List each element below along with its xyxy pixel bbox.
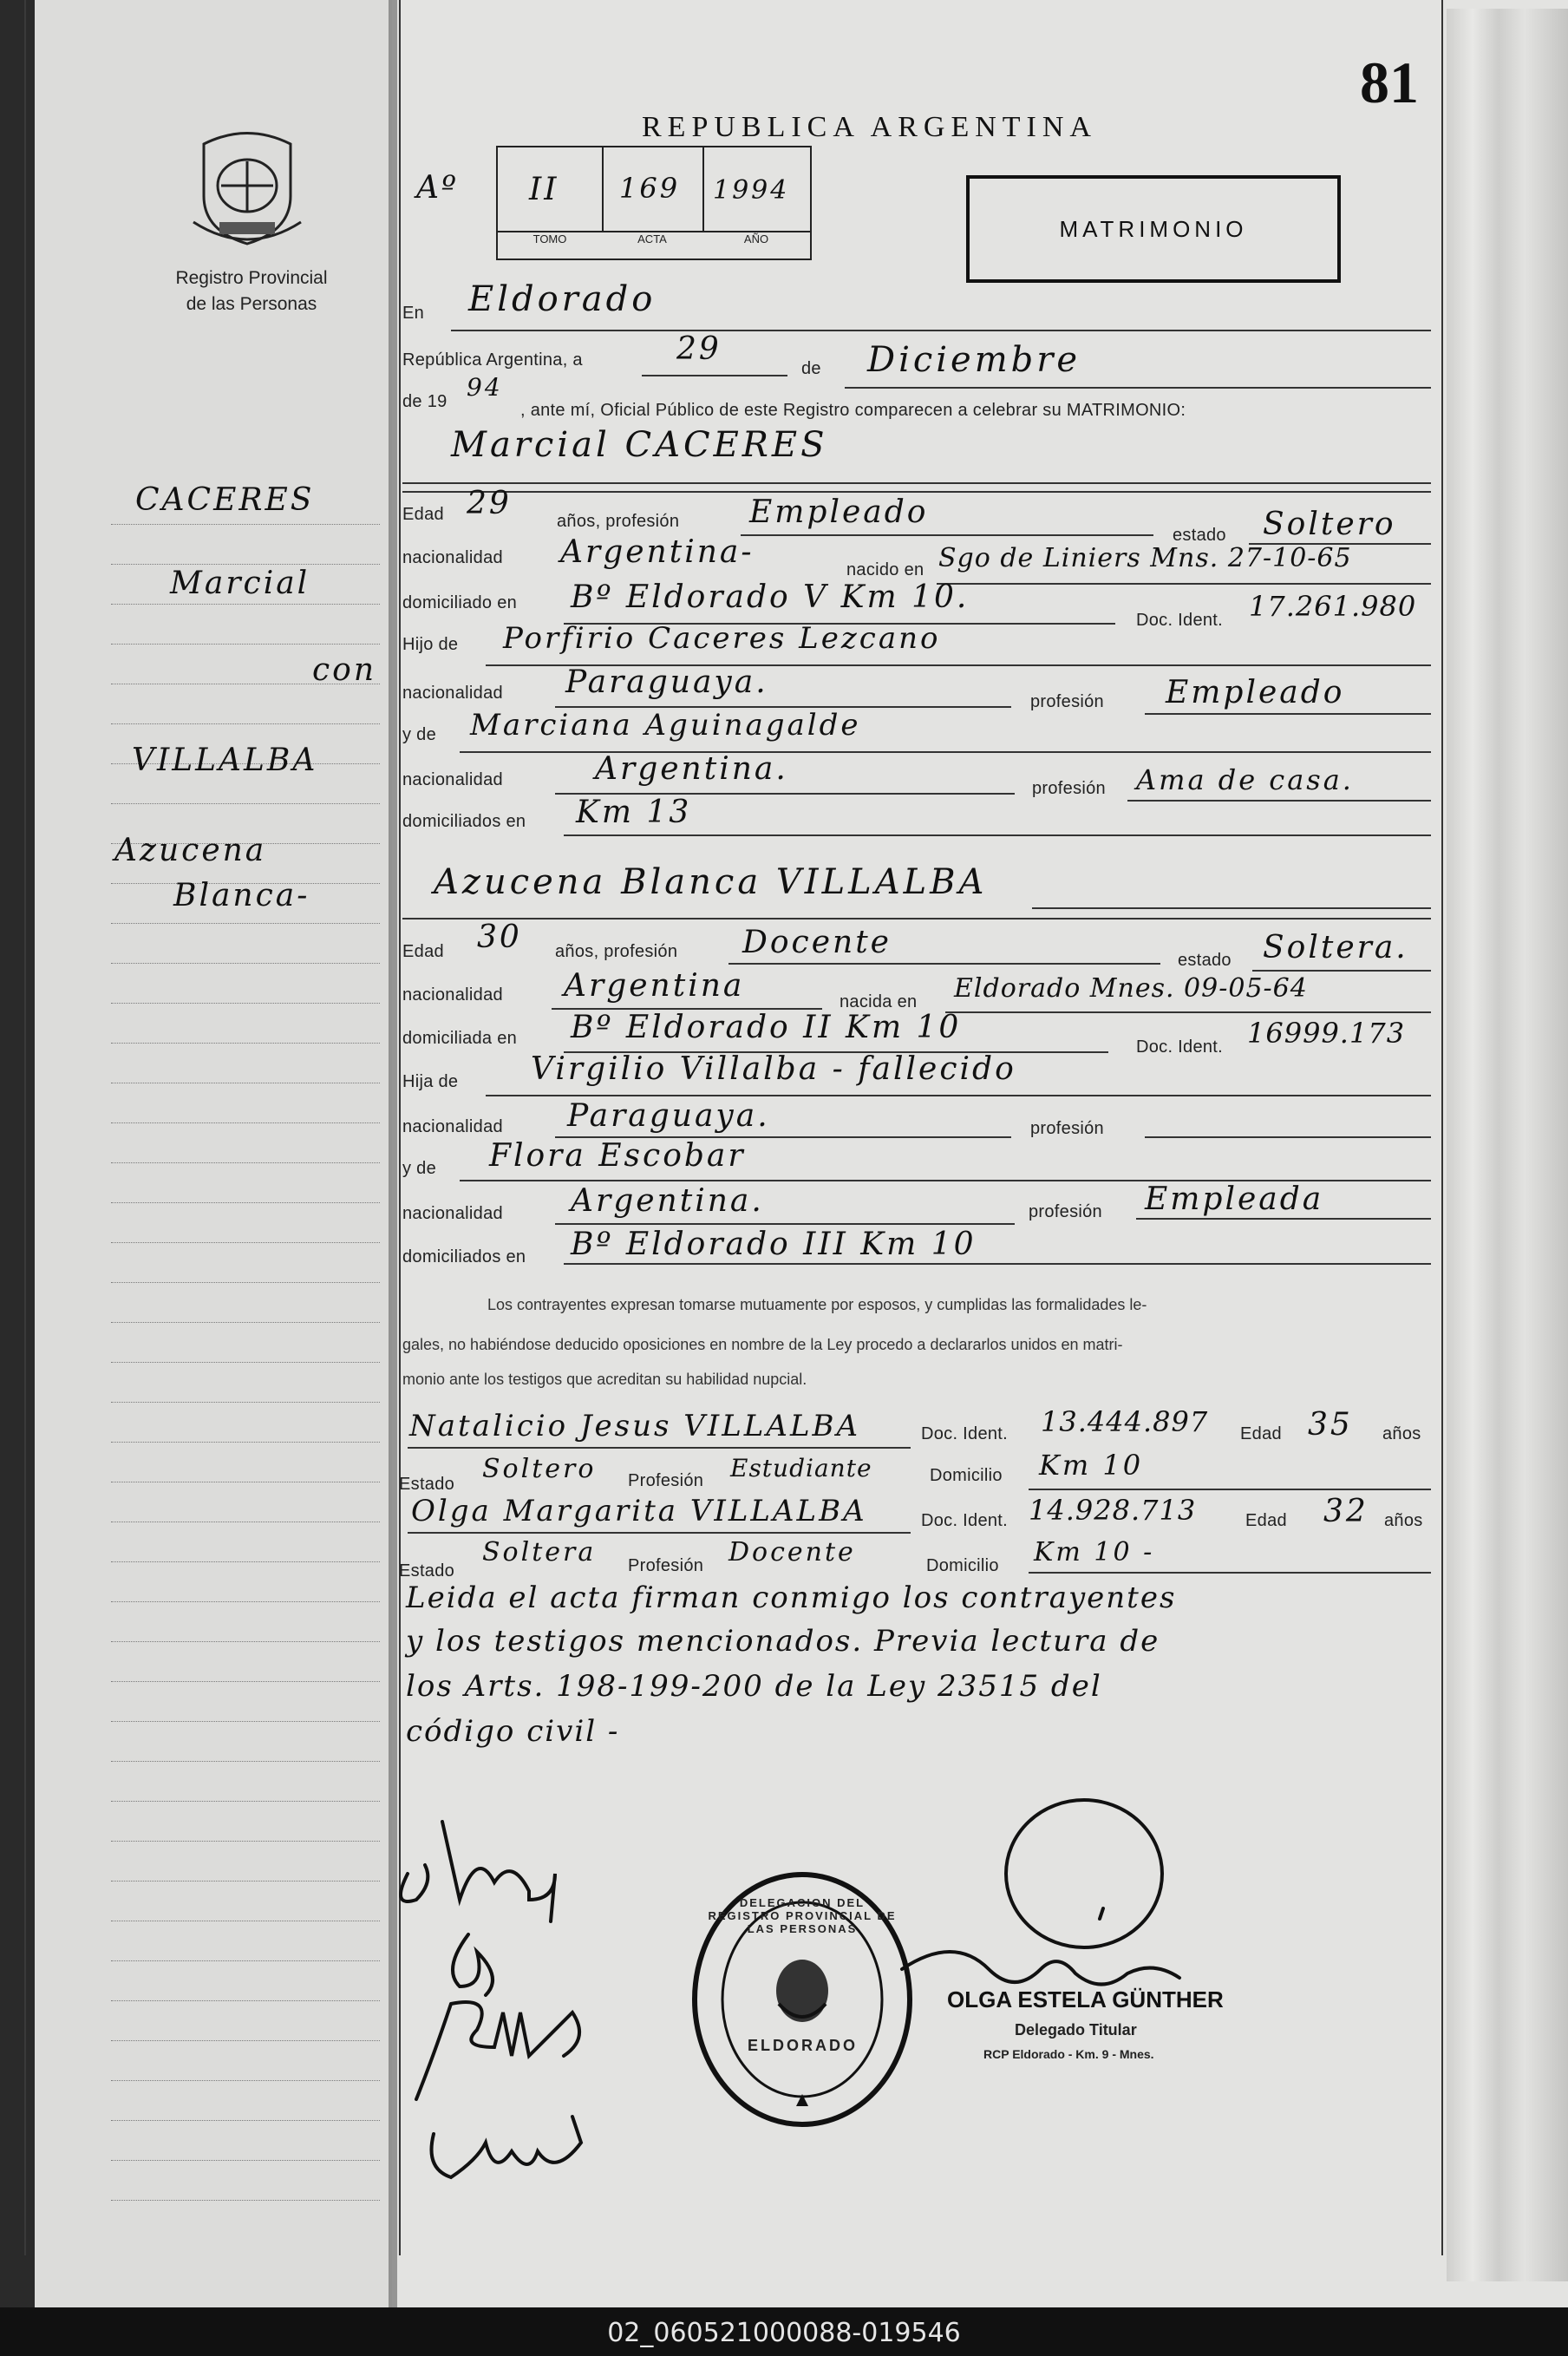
bride-father: Virgilio Villalba - fallecido [531,1051,1016,1087]
margin-bride-name-2: Blanca- [173,878,310,913]
groom-address: Bº Eldorado V Km 10. [571,579,970,615]
groom-doc-label: Doc. Ident. [1136,611,1224,630]
left-margin-sheet [35,0,392,2307]
ceremony-day: 29 [676,331,722,367]
bride-doc: 16999.173 [1247,1017,1406,1050]
record-tomo: II [529,172,559,207]
groom-parents-address: Km 13 [576,795,692,830]
groom-birth: Sgo de Liniers Mns. 27-10-65 [938,543,1352,573]
ceremony-month: Diciembre [867,340,1081,380]
official-name: OLGA ESTELA GÜNTHER [947,1986,1224,2012]
groom-profesion-label: años, profesión [557,512,680,531]
witness-2-status: Soltera [482,1537,597,1567]
bride-profession: Docente [742,925,892,960]
seal-text: DELEGACION DEL REGISTRO PROVINCIAL DE LAS PERSONAS [708,1896,897,1935]
groom-estado-label: estado [1173,526,1226,545]
bride-father-nat-label: nacionalidad [402,1117,503,1136]
image-caption: 02_060521000088-019546 [607,2318,961,2348]
bride-mother-profession: Empleada [1145,1181,1324,1217]
bride-parents-address: Bº Eldorado III Km 10 [571,1227,977,1262]
groom-mother-prof-label: profesión [1032,779,1106,798]
ceremony-year: 94 [467,373,503,402]
groom-father-nat-label: nacionalidad [402,684,503,703]
witness-1-name: Natalicio Jesus VILLALBA [409,1409,861,1443]
witness-2-domicilio-label: Domicilio [926,1556,999,1575]
en-label: En [402,304,425,323]
book-page-edges [1447,9,1568,2281]
witness-2-name: Olga Margarita VILLALBA [411,1494,867,1528]
declaration-line-2: gales, no habiéndose deducido oposiciones en nombre de la Ley procedo a declararlos unidos en matri- [402,1336,1123,1353]
ano-label: AÑO [743,232,769,245]
bride-parents-dom-label: domiciliados en [402,1247,526,1266]
record-type-label: MATRIMONIO [1059,215,1248,242]
closing-note-line-4: código civil - [406,1714,620,1749]
groom-domicilio-label: domiciliado en [402,593,518,612]
bride-profesion-label: años, profesión [555,942,678,961]
closing-note-line-1: Leida el acta firman conmigo los contrayentes [406,1580,1177,1615]
witness-1-profesion-label: Profesión [628,1471,704,1490]
country-title: REPUBLICA ARGENTINA [642,111,1097,143]
witness-1-domicilio-label: Domicilio [930,1466,1003,1485]
bride-estado-label: estado [1178,951,1232,970]
groom-mother: Marciana Aguinagalde [470,708,861,743]
page-number: 81 [1360,49,1419,115]
groom-age: 29 [467,486,512,521]
bride-name: Azucena Blanca VILLALBA [434,862,988,902]
bride-mother-nationality: Argentina. [571,1183,764,1219]
record-id-box [496,146,812,260]
office-name-line-1: Registro Provincial [175,268,328,288]
republica-label: República Argentina, a [402,350,583,370]
bride-edad-label: Edad [402,942,444,961]
witness-1-estado-label: Estado [399,1475,455,1494]
bride-domicilio-label: domiciliada en [402,1029,518,1048]
witness-2-profesion-label: Profesión [628,1556,704,1575]
groom-name: Marcial CACERES [451,425,828,465]
record-acta: 169 [619,172,681,205]
bride-yde-label: y de [402,1159,437,1178]
groom-nationality: Argentina- [560,534,755,570]
tomo-label: TOMO [532,232,567,245]
witness-1-doc-label: Doc. Ident. [921,1424,1009,1443]
bride-doc-label: Doc. Ident. [1136,1037,1224,1057]
witness-2-edad-label: Edad [1245,1511,1287,1530]
closing-note-line-2: y los testigos mencionados. Previa lectura de [406,1624,1160,1659]
groom-yde-label: y de [402,725,437,744]
declaration-line-3: monio ante los testigos que acreditan su habilidad nupcial. [402,1371,807,1388]
witness-2-doc: 14.928.713 [1029,1494,1197,1527]
margin-groom-surname: CACERES [135,482,315,518]
groom-mother-nationality: Argentina. [595,751,788,787]
bride-mother-nat-label: nacionalidad [402,1204,503,1223]
bride-nationality: Argentina [564,968,745,1004]
margin-bride-name-1: Azucena [114,833,267,868]
bride-hija-label: Hija de [402,1072,459,1091]
groom-nacido-label: nacido en [846,560,924,579]
bride-mother-prof-label: profesión [1029,1202,1102,1221]
witness-2-doc-label: Doc. Ident. [921,1511,1009,1530]
witness-2-estado-label: Estado [399,1561,455,1580]
groom-father-nationality: Paraguaya. [565,664,768,700]
acta-label: ACTA [637,232,667,245]
bride-nacionalidad-label: nacionalidad [402,985,503,1005]
record-year: 1994 [713,175,790,206]
bride-status: Soltera. [1263,930,1408,965]
witness-2-anos-label: años [1384,1511,1423,1530]
witness-1-status: Soltero [482,1454,597,1484]
closing-note-line-3: los Arts. 198-199-200 de la Ley 23515 del [406,1669,1102,1704]
bride-father-prof-label: profesión [1030,1119,1104,1138]
witness-1-profession: Estudiante [730,1454,872,1482]
year-prefix: de 19 [402,392,448,411]
groom-edad-label: Edad [402,505,444,524]
witness-1-address: Km 10 [1039,1449,1144,1482]
groom-father-prof-label: profesión [1030,692,1104,711]
witness-1-age: 35 [1308,1407,1353,1443]
office-name-line-2: de las Personas [186,294,317,314]
margin-groom-name: Marcial [170,566,310,601]
groom-profession: Empleado [749,494,929,530]
groom-status: Soltero [1263,507,1396,542]
official-title: Delegado Titular [1015,2021,1137,2039]
groom-nacionalidad-label: nacionalidad [402,548,503,567]
groom-father: Porfirio Caceres Lezcano [503,621,941,656]
groom-mother-nat-label: nacionalidad [402,770,503,789]
left-border-line [24,0,26,2255]
groom-hijo-label: Hijo de [402,635,459,654]
witness-2-address: Km 10 - [1034,1537,1155,1567]
bride-age: 30 [477,919,522,955]
ceremony-place: Eldorado [468,279,657,319]
margin-connector: con [312,652,377,688]
bride-address: Bº Eldorado II Km 10 [571,1010,962,1045]
record-type-box [966,175,1341,283]
margin-bride-surname: VILLALBA [132,743,318,778]
witness-2-age: 32 [1323,1494,1369,1529]
groom-father-profession: Empleado [1166,675,1345,710]
bride-nacida-label: nacida en [840,992,918,1011]
declaration-line-1: Los contrayentes expresan tomarse mutuamente por esposos, y cumplidas las formalidades le- [487,1296,1147,1313]
provincial-emblem-icon [186,127,308,248]
de-label: de [801,359,821,378]
groom-mother-profession: Ama de casa. [1136,763,1354,796]
bride-mother: Flora Escobar [489,1138,746,1174]
seal-place: ELDORADO [748,2037,858,2054]
witness-1-edad-label: Edad [1240,1424,1282,1443]
registry-office-name [130,265,373,317]
official-office: RCP Eldorado - Km. 9 - Mnes. [983,2047,1154,2061]
witness-1-anos-label: años [1382,1424,1421,1443]
witness-2-profession: Docente [728,1537,856,1567]
bride-father-nationality: Paraguaya. [567,1098,770,1134]
ceremony-intro: , ante mí, Oficial Público de este Registro comparecen a celebrar su MATRIMONIO: [520,401,1186,420]
official-signature [867,1796,1266,2012]
record-prefix: Aº [416,170,459,206]
contracting-parties-signatures [382,1770,624,2221]
groom-doc: 17.261.980 [1249,590,1417,623]
bride-birth: Eldorado Mnes. 09-05-64 [954,973,1308,1004]
witness-1-doc: 13.444.897 [1041,1405,1209,1438]
groom-parents-dom-label: domiciliados en [402,812,526,831]
